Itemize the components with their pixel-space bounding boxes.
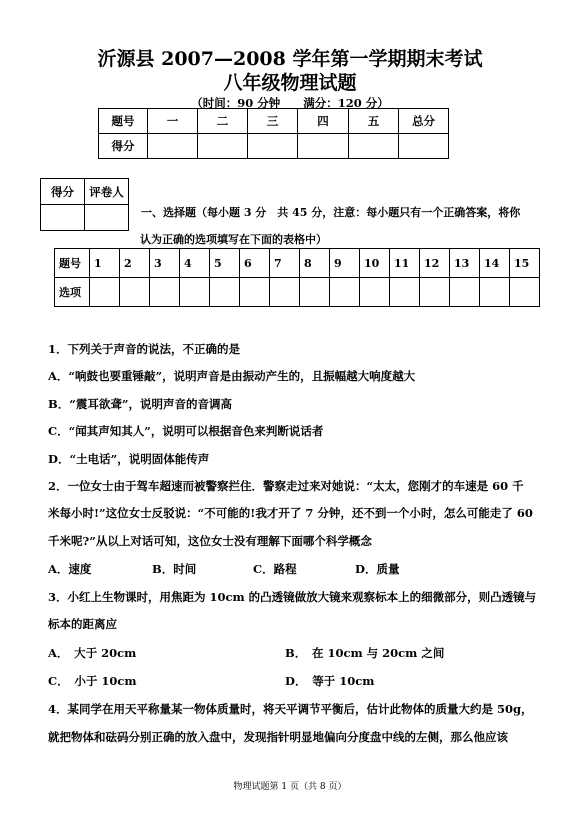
- answer-header: 11: [390, 249, 420, 278]
- answer-table: [54, 248, 540, 307]
- answer-cell[interactable]: [420, 278, 450, 307]
- answer-header: 题号: [55, 249, 90, 278]
- q1-option-a: A．“响鼓也要重锤敲”，说明声音是由振动产生的，且振幅越大响度越大: [48, 369, 416, 383]
- answer-cell[interactable]: [450, 278, 480, 307]
- score-cell[interactable]: [148, 134, 198, 159]
- grader-score-label: 得分: [41, 179, 85, 205]
- q2-line: 2．一位女士由于驾车超速而被警察拦住．警察走过来对她说：“太太，您刚才的车速是 60 千: [48, 479, 524, 493]
- grader-reviewer-cell[interactable]: [85, 205, 129, 231]
- score-col-header: 一: [148, 109, 198, 134]
- q3-line: 3．小红上生物课时，用焦距为 10cm 的凸透镜做放大镜来观察标本上的细微部分，则凸透镜与: [48, 590, 537, 604]
- answer-header: 5: [210, 249, 240, 278]
- score-cell[interactable]: [198, 134, 248, 159]
- score-cell[interactable]: [349, 134, 399, 159]
- answer-cell[interactable]: [90, 278, 120, 307]
- grader-table: [40, 178, 129, 231]
- answer-header: 8: [300, 249, 330, 278]
- q2-option-c: C．路程: [253, 562, 297, 576]
- q4-line: 就把物体和砝码分别正确的放入盘中，发现指针明显地偏向分度盘中线的左侧，那么他应该: [48, 730, 508, 744]
- score-col-header: 五: [349, 109, 399, 134]
- q3-option-a: A． 大于 20cm: [48, 646, 137, 660]
- answer-header: 13: [450, 249, 480, 278]
- answer-cell[interactable]: [180, 278, 210, 307]
- answer-header: 7: [270, 249, 300, 278]
- q3-option-b: B． 在 10cm 与 20cm 之间: [285, 646, 445, 660]
- score-col-header: 四: [298, 109, 349, 134]
- score-row-label: 得分: [99, 134, 148, 159]
- answer-header: 10: [360, 249, 390, 278]
- score-col-header: 题号: [99, 109, 148, 134]
- score-col-header: 二: [198, 109, 248, 134]
- q1-option-d: D．“土电话”，说明固体能传声: [48, 452, 210, 466]
- answer-header: 15: [510, 249, 540, 278]
- answer-header: 4: [180, 249, 210, 278]
- grader-score-cell[interactable]: [41, 205, 85, 231]
- q2-option-a: A．速度: [48, 562, 92, 576]
- answer-row-label: 选项: [55, 278, 90, 307]
- answer-cell[interactable]: [270, 278, 300, 307]
- answer-cell[interactable]: [390, 278, 420, 307]
- score-col-header: 总分: [399, 109, 449, 134]
- q2-line: 千米呢?”从以上对话可知，这位女士没有理解下面哪个科学概念: [48, 534, 372, 548]
- section-line: 认为正确的选项填写在下面的表格中）: [140, 233, 327, 246]
- q2-option-b: B．时间: [152, 562, 197, 576]
- exam-title: 沂源县 2007—2008 学年第一学期期末考试: [97, 48, 483, 70]
- answer-cell[interactable]: [480, 278, 510, 307]
- page-footer: 物理试题第 1 页（共 8 页）: [233, 782, 347, 792]
- answer-cell[interactable]: [210, 278, 240, 307]
- q1-option-b: B．“震耳欲聋”，说明声音的音调高: [48, 397, 232, 411]
- exam-subtitle: 八年级物理试题: [223, 72, 357, 94]
- answer-cell[interactable]: [510, 278, 540, 307]
- answer-header: 9: [330, 249, 360, 278]
- q1-stem: 1．下列关于声音的说法，不正确的是: [48, 342, 240, 356]
- section-line: 一、选择题（每小题 3 分 共 45 分，注意：每小题只有一个正确答案，将你: [141, 206, 521, 219]
- q4-line: 4．某同学在用天平称量某一物体质量时，将天平调节平衡后，估计此物体的质量大约是 50g，: [48, 702, 533, 716]
- q2-line: 米每小时!”这位女士反驳说：“不可能的!我才开了 7 分钟，还不到一个小时，怎么可能走了 60: [48, 506, 533, 520]
- q2-option-d: D．质量: [355, 562, 400, 576]
- answer-cell[interactable]: [330, 278, 360, 307]
- q3-option-d: D． 等于 10cm: [285, 674, 375, 688]
- answer-cell[interactable]: [360, 278, 390, 307]
- q3-line: 标本的距离应: [48, 617, 117, 631]
- score-table: [98, 108, 449, 159]
- answer-cell[interactable]: [120, 278, 150, 307]
- q1-option-c: C．“闻其声知其人”，说明可以根据音色来判断说话者: [48, 424, 324, 438]
- answer-cell[interactable]: [240, 278, 270, 307]
- score-col-header: 三: [248, 109, 298, 134]
- score-cell[interactable]: [248, 134, 298, 159]
- answer-header: 2: [120, 249, 150, 278]
- answer-header: 12: [420, 249, 450, 278]
- section-instructions: [141, 199, 541, 253]
- answer-header: 6: [240, 249, 270, 278]
- score-cell[interactable]: [298, 134, 349, 159]
- q3-option-c: C． 小于 10cm: [48, 674, 137, 688]
- answer-header: 14: [480, 249, 510, 278]
- grader-reviewer-label: 评卷人: [85, 179, 129, 205]
- answer-header: 3: [150, 249, 180, 278]
- answer-cell[interactable]: [150, 278, 180, 307]
- score-cell[interactable]: [399, 134, 449, 159]
- answer-header: 1: [90, 249, 120, 278]
- exam-meta: （时间：90 分钟 满分：120 分）: [191, 96, 389, 110]
- answer-cell[interactable]: [300, 278, 330, 307]
